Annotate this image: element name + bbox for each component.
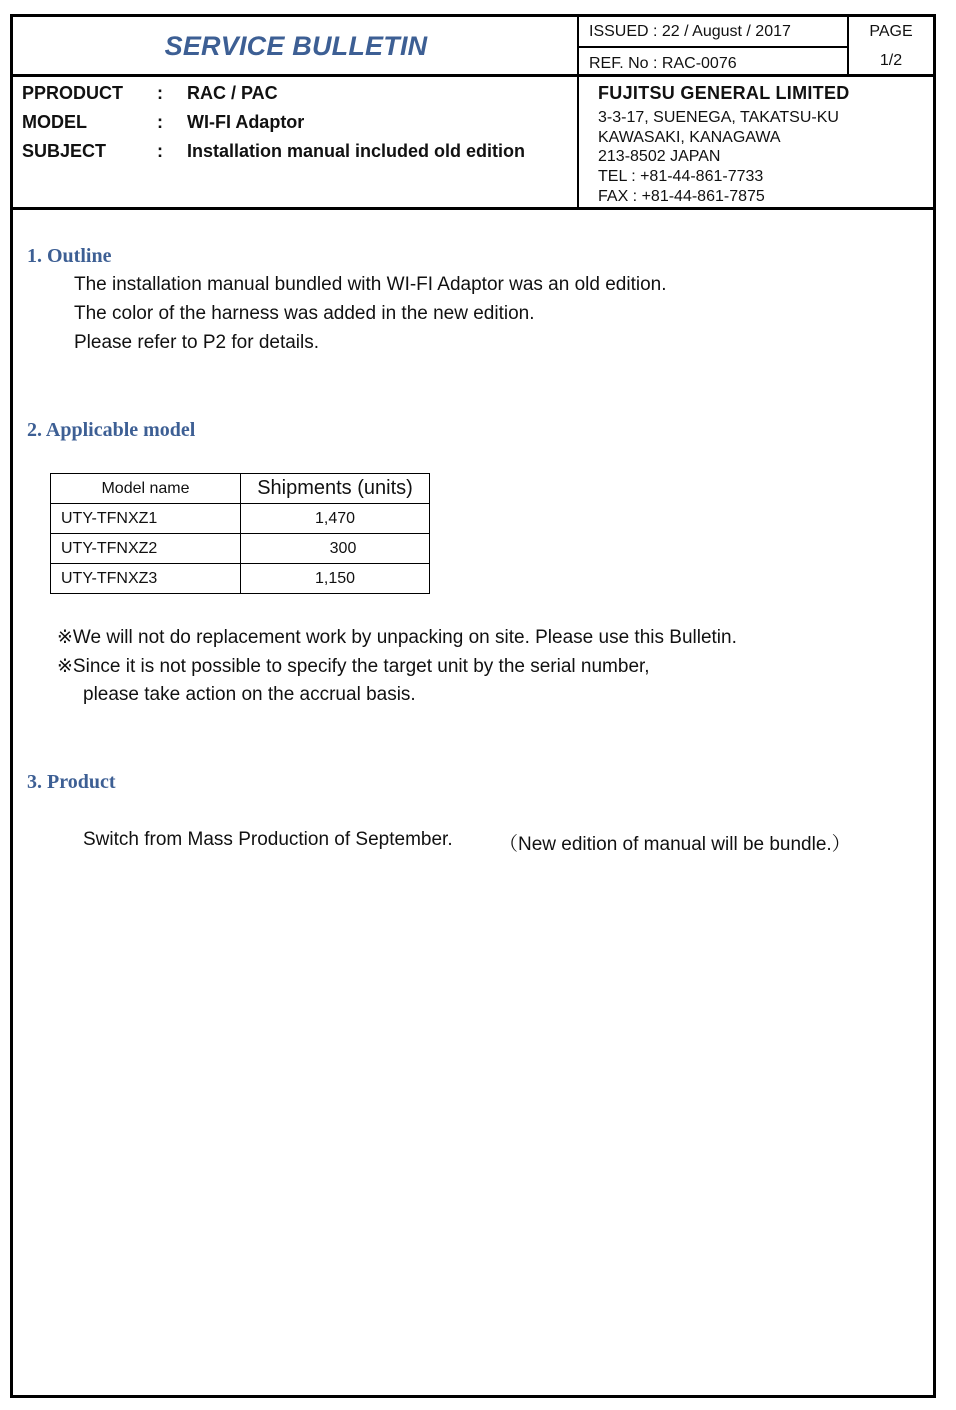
subject-label: SUBJECT	[22, 141, 107, 161]
model-cell: UTY-TFNXZ1	[51, 504, 241, 534]
outline-line-3: Please refer to P2 for details.	[74, 332, 320, 353]
applicable-model-table	[50, 473, 430, 594]
reference-number: REF. No : RAC-0076	[579, 48, 849, 77]
model-cell: UTY-TFNXZ2	[51, 534, 241, 564]
product-colon: :	[157, 83, 163, 103]
shipments-cell: 1,150	[241, 564, 430, 594]
company-name: FUJITSU GENERAL LIMITED	[598, 83, 850, 103]
product-label: PPRODUCT	[22, 83, 124, 103]
company-tel: TEL : +81-44-861-7733	[598, 168, 764, 185]
product-heading: 3. Product	[27, 771, 116, 793]
product-line-1: Switch from Mass Production of September.	[83, 829, 453, 850]
table-row	[51, 504, 430, 534]
page-label: PAGE	[869, 23, 913, 40]
table-header-row	[51, 474, 430, 504]
table-row	[51, 564, 430, 594]
model-cell: UTY-TFNXZ3	[51, 564, 241, 594]
shipments-cell: 1,470	[241, 504, 430, 534]
col-model-name: Model name	[51, 474, 241, 504]
page-cell	[849, 17, 933, 77]
model-colon: :	[157, 112, 163, 132]
product-value: RAC / PAC	[187, 83, 278, 103]
note-2: ※Since it is not possible to specify the target unit by the serial number,	[57, 656, 650, 677]
outline-line-1: The installation manual bundled with WI-FI Adaptor was an old edition.	[74, 274, 667, 295]
shipments-cell: 300	[241, 534, 430, 564]
model-label: MODEL	[22, 112, 87, 132]
issued-date: ISSUED : 22 / August / 2017	[579, 17, 849, 48]
note-3: please take action on the accrual basis.	[83, 684, 416, 705]
subject-value: Installation manual included old edition	[187, 141, 526, 161]
applicable-heading: 2. Applicable model	[27, 419, 196, 441]
model-value: WI-FI Adaptor	[187, 112, 305, 132]
company-address-1: 3-3-17, SUENEGA, TAKATSU-KU	[598, 109, 839, 126]
bulletin-header	[13, 17, 933, 210]
note-1: ※We will not do replacement work by unpacking on site. Please use this Bulletin.	[57, 627, 737, 648]
bulletin-frame	[10, 14, 936, 1398]
product-info	[13, 77, 579, 210]
company-address-3: 213-8502 JAPAN	[598, 148, 721, 165]
title-cell	[13, 17, 579, 77]
subject-colon: :	[157, 141, 163, 161]
col-shipments: Shipments (units)	[241, 474, 430, 504]
page-number: 1/2	[879, 52, 903, 69]
outline-heading: 1. Outline	[27, 245, 112, 267]
bulletin-title: SERVICE BULLETIN	[164, 31, 428, 61]
product-line-2: （New edition of manual will be bundle.）	[499, 834, 851, 855]
company-address-2: KAWASAKI, KANAGAWA	[598, 129, 781, 146]
company-info	[579, 77, 933, 210]
outline-line-2: The color of the harness was added in the new edition.	[74, 303, 535, 324]
table-row	[51, 534, 430, 564]
company-fax: FAX : +81-44-861-7875	[598, 188, 765, 205]
